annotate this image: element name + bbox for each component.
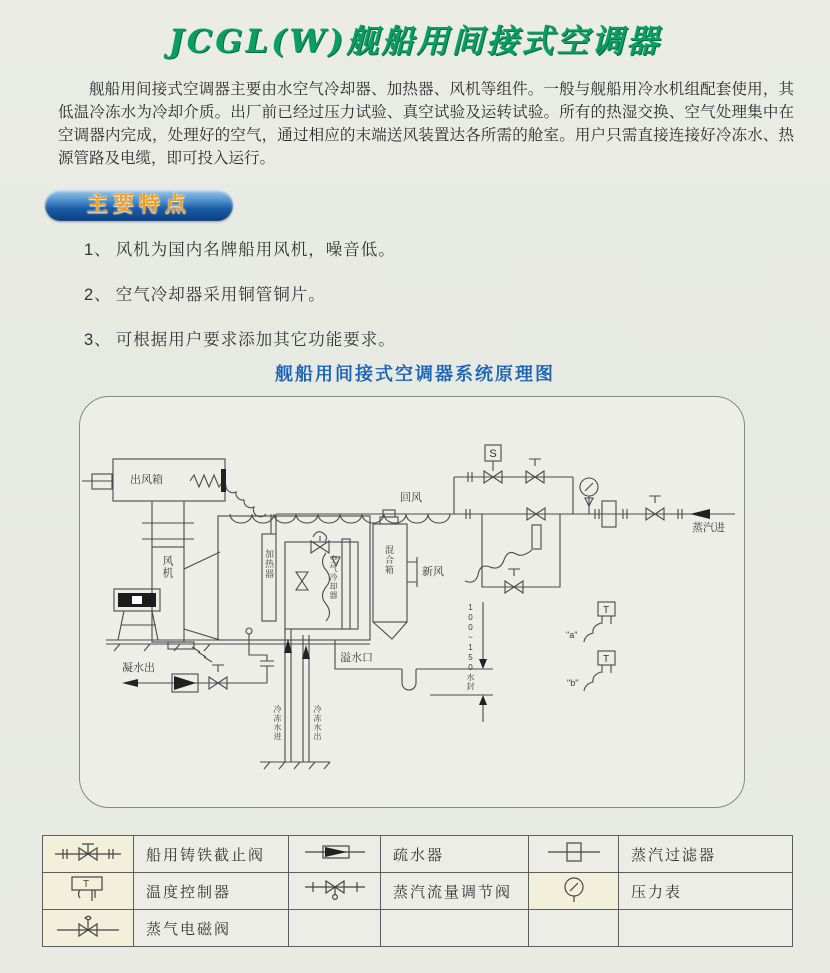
legend-label: 压力表	[619, 873, 793, 910]
label-sensor-b: "b"	[567, 678, 579, 688]
steam-trap-icon	[289, 836, 381, 873]
legend-row	[43, 910, 793, 947]
feature-item: 1、 风机为国内名牌船用风机，噪音低。	[84, 241, 396, 259]
schematic-drawing	[80, 397, 746, 809]
label-fan: 风机	[161, 555, 173, 579]
legend-label: 疏水器	[381, 836, 529, 873]
page-title: JCGL(W)舰船用间接式空调器	[168, 22, 662, 60]
label-outlet-box: 出风箱	[130, 474, 163, 486]
features-badge-label: 主要特点	[87, 192, 191, 216]
pressure-gauge-icon	[529, 873, 619, 910]
legend-label: 船用铸铁截止阀	[134, 836, 289, 873]
legend-row	[43, 873, 793, 910]
label-chilled-water-out: 冷冻水出	[313, 705, 322, 741]
temp-controller-icon	[43, 873, 134, 910]
steam-filter-icon	[529, 836, 619, 873]
intro-paragraph: 舰船用间接式空调器主要由水空气冷却器、加热器、风机等组件。一般与舰船用冷水机组配套使用，其低温冷冻水为冷却介质。出厂前已经过压力试验、真空试验及运转试验。所有的热湿交换、空气处理集中在空调器内完成，处理好的空气，通过相应的末端送风装置达各所需的舱室。用户只需直接连接好冷冻水、热源管路及电缆，即可投入运行。	[58, 81, 794, 167]
label-mixing-box: 混合箱	[384, 545, 394, 575]
label-air-cooler: 空气冷却器	[329, 555, 338, 600]
legend-table	[42, 835, 793, 947]
label-chilled-water-in: 冷冻水进	[273, 705, 282, 741]
solenoid-letter: S	[489, 448, 497, 460]
label-heater: 加热器	[264, 549, 274, 579]
legend-label: 温度控制器	[134, 873, 289, 910]
legend-empty-symbol	[289, 910, 381, 947]
legend-label: 蒸汽流量调节阀	[381, 873, 529, 910]
legend-label: 蒸气电磁阀	[134, 910, 289, 947]
legend-empty-symbol	[529, 910, 619, 947]
solenoid-valve-icon	[43, 910, 134, 947]
temp-letter-b: T	[602, 654, 610, 665]
feature-item: 3、 可根据用户要求添加其它功能要求。	[84, 331, 396, 349]
globe-valve-icon	[43, 836, 134, 873]
legend-label: 蒸汽过滤器	[619, 836, 793, 873]
label-overflow: 溢水口	[340, 652, 373, 664]
legend-label	[619, 910, 793, 947]
system-schematic-diagram	[79, 396, 745, 808]
label-return-air: 回风	[400, 492, 422, 504]
label-steam-in: 蒸汽进	[692, 522, 725, 534]
features-badge	[45, 190, 233, 221]
feature-list	[84, 236, 396, 371]
label-fresh-air: 新风	[422, 566, 444, 578]
label-water-seal: 100~150水封	[466, 603, 475, 691]
feature-item: 2、 空气冷却器采用铜管铜片。	[84, 286, 326, 304]
temp-letter-a: T	[602, 605, 610, 616]
legend-row	[43, 836, 793, 873]
diagram-title: 舰船用间接式空调器系统原理图	[275, 364, 555, 384]
label-sensor-a: "a"	[566, 630, 578, 640]
label-condensate-out: 凝水出	[122, 662, 155, 674]
flow-regulating-valve-icon	[289, 873, 381, 910]
legend-label	[381, 910, 529, 947]
svg-text:T: T	[82, 879, 92, 890]
